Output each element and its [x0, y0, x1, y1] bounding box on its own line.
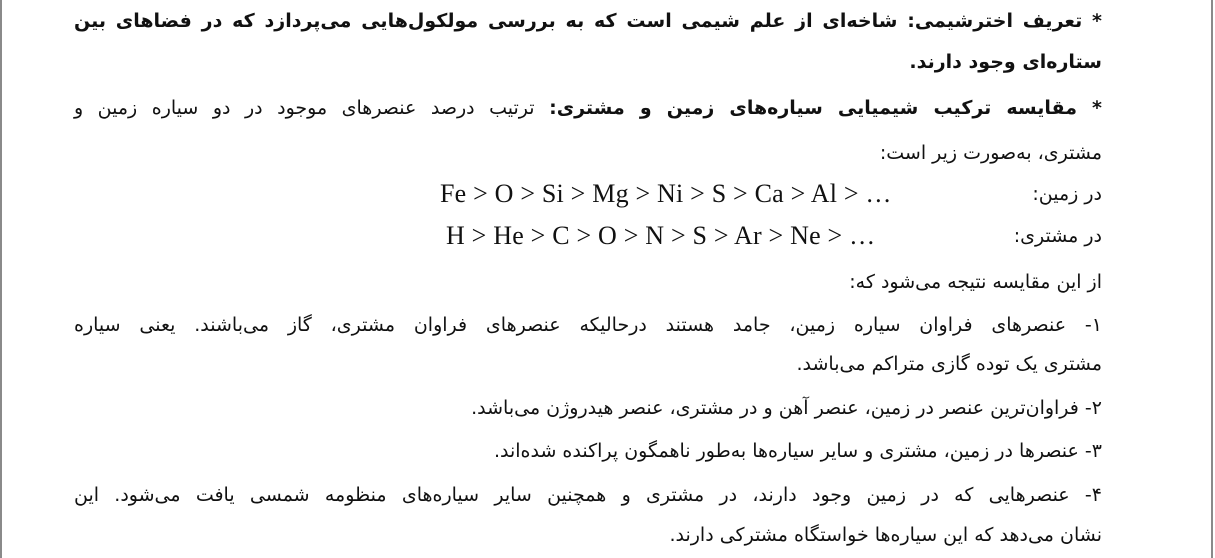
document-body — [74, 0, 1102, 558]
earth-formula-row — [74, 174, 1102, 214]
conclusion-intro: از این مقایسه نتیجه می‌شود که: — [849, 271, 1102, 293]
earth-label: در زمین: — [1032, 183, 1102, 205]
point-1-line-1: ۱- عنصرهای فراوان سیاره زمین، جامد هستند درحالیکه عنصرهای فراوان مشتری، گاز می‌باشند. یعنی سیاره — [74, 314, 1102, 336]
point-1-line-2: مشتری یک توده گازی متراکم می‌باشد. — [796, 353, 1102, 375]
comparison-heading: * مقایسه ترکیب شیمیایی سیاره‌های زمین و مشتری: — [549, 97, 1102, 119]
jupiter-formula-row — [74, 216, 1102, 256]
jupiter-label: در مشتری: — [1013, 225, 1102, 247]
definition-heading: * تعریف اخترشیمی: — [907, 10, 1102, 32]
point-3: ۳- عنصرها در زمین، مشتری و سایر سیاره‌ها به‌طور ناهمگون پراکنده شده‌اند. — [493, 440, 1102, 462]
definition-line-2: ستاره‌ای وجود دارند. — [909, 51, 1102, 73]
definition-text: شاخه‌ای از علم شیمی است که به بررسی مولکول‌هایی می‌پردازد که در فضاهای بین — [74, 10, 898, 32]
comparison-text: ترتیب درصد عنصرهای موجود در دو سیاره زمین و — [74, 97, 535, 119]
point-4-line-1: ۴- عنصرهایی که در زمین وجود دارند، در مشتری و همچنین سایر سیاره‌های منظومه شمسی یافت می‌شود. این — [74, 484, 1102, 506]
definition-line-1 — [74, 2, 1102, 40]
comparison-line-2: مشتری، به‌صورت زیر است: — [879, 142, 1102, 164]
jupiter-element-order: H > He > C > O > N > S > Ar > Ne > … — [446, 221, 876, 250]
point-4-line-2: نشان می‌دهد که این سیاره‌ها خواستگاه مشترکی دارند. — [669, 524, 1102, 546]
comparison-line-1 — [74, 89, 1102, 127]
point-2: ۲- فراوان‌ترین عنصر در زمین، عنصر آهن و در مشتری، عنصر هیدروژن می‌باشد. — [471, 397, 1102, 419]
earth-element-order: Fe > O > Si > Mg > Ni > S > Ca > Al > … — [440, 179, 892, 208]
